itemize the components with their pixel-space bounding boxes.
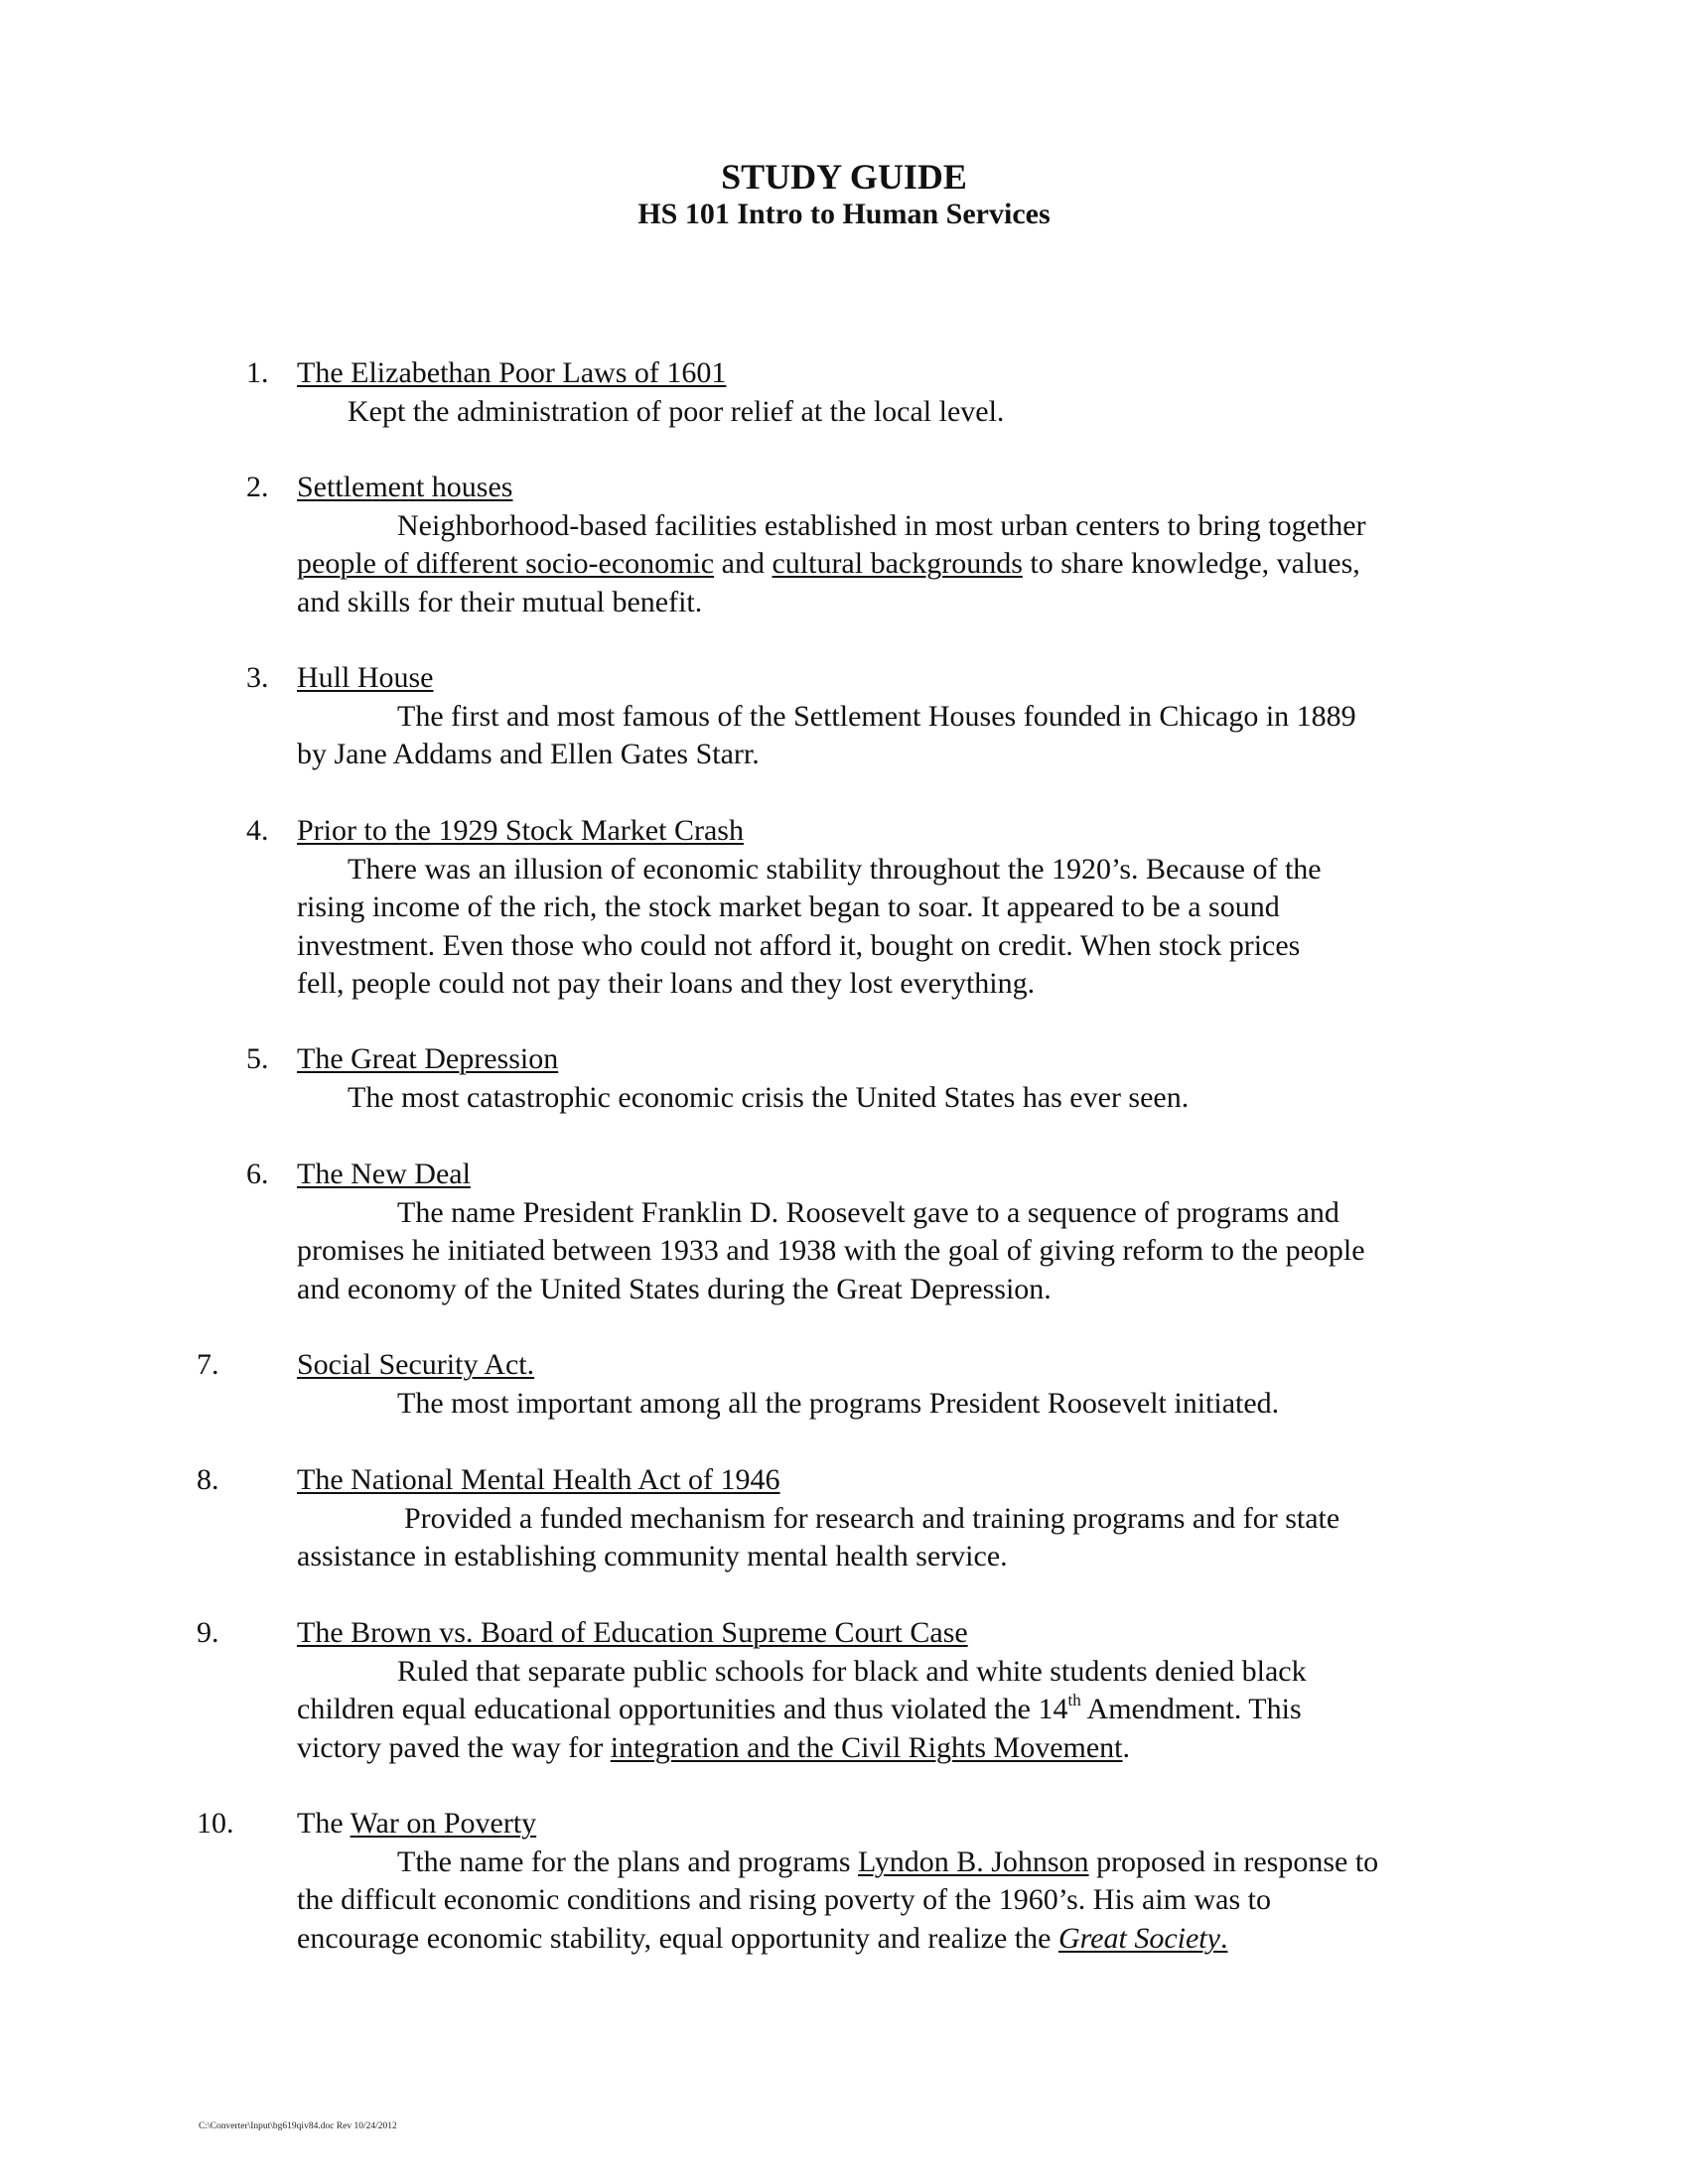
text-span: and [714,547,773,580]
text-span: . [1122,1730,1130,1764]
body-line: and skills for their mutual benefit. [297,585,703,618]
text-span: victory paved the way for [297,1730,611,1764]
item-body [297,1843,1498,1959]
body-line: and economy of the United States during the Great Depression. [297,1272,1052,1305]
body-line: assistance in establishing community mental health service. [297,1540,1008,1572]
item-heading: Prior to the 1929 Stock Market Crash [297,814,744,847]
body-line: fell, people could not pay their loans and they lost everything. [297,967,1036,1000]
course-subtitle: HS 101 Intro to Human Services [637,198,1051,230]
item-number: 9. [197,1616,219,1649]
text-span: Amendment. This [1080,1693,1302,1725]
footer-file-path: C:\Converter\Input\bg619qiv84.doc Rev 10/24/2012 [199,2121,397,2131]
item-number: 10. [197,1807,234,1840]
body-line: rising income of the rich, the stock market began to soar. It appeared to be a sound [297,890,1280,923]
item-number: 2. [246,471,269,503]
body-line [297,1691,1498,1729]
underlined-phrase: cultural backgrounds [772,547,1023,580]
item-number: 6. [246,1158,269,1190]
body-line: Kept the administration of poor relief at the local level. [348,394,1005,428]
body-line: The most catastrophic economic crisis the United States has ever seen. [348,1080,1190,1114]
item-heading [297,1805,536,1843]
body-line: promises he initiated between 1933 and 1938 with the goal of giving reform to the people [297,1234,1365,1267]
item-heading: Social Security Act. [297,1348,535,1381]
body-line: Provided a funded mechanism for research and training programs and for state [404,1501,1340,1535]
text-span: to share knowledge, values, [1022,547,1360,580]
text-span: Tthe name for the plans and programs [397,1844,859,1878]
item-body [297,1194,1498,1309]
text-span: proposed in response to [1088,1844,1379,1878]
body-line: the difficult economic conditions and rising poverty of the 1960’s. His aim was to [297,1883,1271,1916]
item-heading: Hull House [297,661,434,694]
text-span: . [1219,1921,1228,1955]
item-body [297,1385,1498,1424]
item-body [297,698,1498,774]
text-span: encourage economic stability, equal opportunity and realize the [297,1921,1058,1955]
body-line [297,1920,1498,1959]
heading-underlined: War on Poverty [350,1807,537,1840]
item-heading: Settlement houses [297,471,513,503]
body-line: The most important among all the programs President Roosevelt initiated. [397,1386,1280,1420]
item-heading: The New Deal [297,1158,471,1190]
body-line [297,1729,1498,1768]
item-heading: The Great Depression [297,1042,559,1075]
body-line: investment. Even those who could not afford it, bought on credit. When stock prices [297,928,1301,962]
item-number: 7. [197,1348,219,1381]
item-body [297,393,1498,432]
body-line: Neighborhood-based facilities established in most urban centers to bring together [397,508,1366,542]
underlined-phrase: integration and the Civil Rights Movement [610,1730,1123,1764]
body-line: The first and most famous of the Settlement Houses founded in Chicago in 1889 [397,699,1356,733]
item-heading: The National Mental Health Act of 1946 [297,1463,780,1496]
item-body [297,1500,1498,1576]
page-title: STUDY GUIDE [721,157,967,197]
item-heading: The Brown vs. Board of Education Supreme Court Case [297,1616,968,1649]
underlined-italic-phrase: Great Society [1057,1921,1220,1955]
body-line: Ruled that separate public schools for black and white students denied black [397,1654,1307,1688]
heading-prefix: The [297,1807,351,1840]
item-number: 5. [246,1042,269,1075]
item-body [297,507,1498,622]
item-number: 3. [246,661,269,694]
body-line [297,1843,1498,1882]
item-heading: The Elizabethan Poor Laws of 1601 [297,356,727,389]
text-span: children equal educational opportunities and thus violated the 14 [297,1693,1068,1725]
body-line: There was an illusion of economic stability throughout the 1920’s. Because of the [348,852,1322,886]
superscript: th [1067,1691,1081,1709]
body-line [297,545,1498,584]
item-number: 4. [246,814,269,847]
item-body [297,1653,1498,1768]
item-body [297,851,1498,1004]
document-header [0,157,1688,232]
underlined-phrase: people of different socio-economic [297,547,715,580]
underlined-phrase: Lyndon B. Johnson [858,1844,1089,1878]
body-line: The name President Franklin D. Roosevelt gave to a sequence of programs and [397,1195,1339,1229]
item-number: 8. [197,1463,219,1496]
body-line: by Jane Addams and Ellen Gates Starr. [297,738,760,770]
item-body [297,1079,1498,1118]
item-number: 1. [246,356,269,389]
